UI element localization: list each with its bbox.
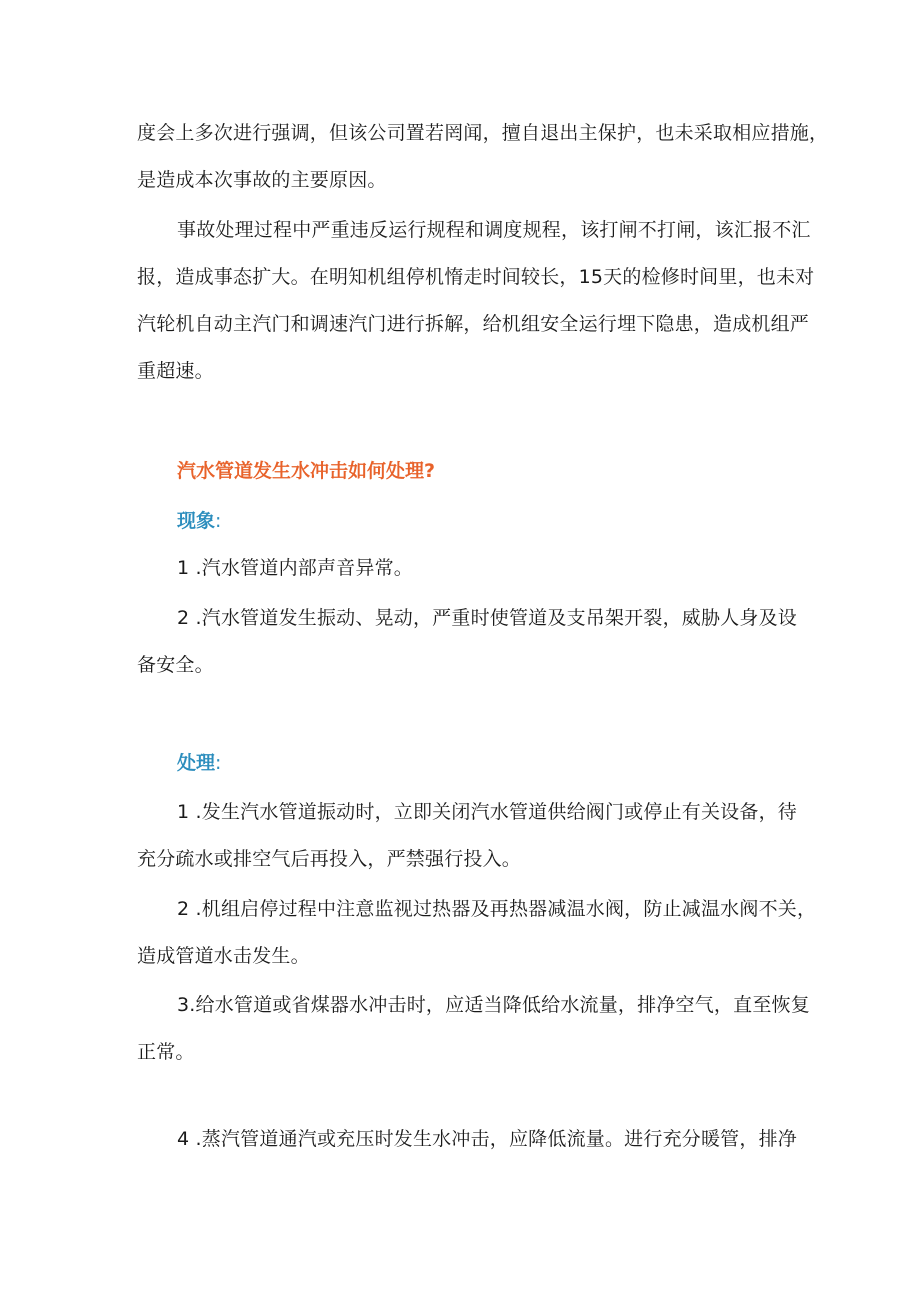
text-line: 度会上多次进行强调，但该公司置若罔闻，擅自退出主保护，也未采取相应措施， — [137, 122, 829, 144]
text-line: 1 .发生汽水管道振动时，立即关闭汽水管道供给阀门或停止有关设备，待 — [177, 801, 797, 823]
text-line: 1 .汽水管道内部声音异常。 — [177, 557, 413, 579]
section-title: 汽水管道发生水冲击如何处理? — [177, 460, 436, 482]
text-line: 充分疏水或排空气后再投入，严禁强行投入。 — [137, 848, 522, 870]
handling-label: 处理 — [177, 752, 216, 774]
text-line: 备安全。 — [137, 654, 214, 676]
text-line: 正常。 — [137, 1041, 195, 1063]
text-line: 2 .汽水管道发生振动、晃动，严重时使管道及支吊架开裂，威胁人身及设 — [177, 607, 797, 629]
text-line: 2 .机组启停过程中注意监视过热器及再热器减温水阀，防止减温水阀不关， — [177, 898, 817, 920]
text-line: 重超速。 — [137, 360, 214, 382]
handling-item-4 — [137, 1116, 797, 1163]
text-line: 是造成本次事故的主要原因。 — [137, 169, 387, 191]
text-line: 事故处理过程中严重违反运行规程和调度规程，该打闸不打闸，该汇报不汇 — [177, 219, 811, 241]
phenomenon-item-1 — [137, 545, 793, 592]
text-line: 4 .蒸汽管道通汽或充压时发生水冲击，应降低流量。进行充分暖管，排净 — [177, 1128, 797, 1150]
text-line: 报，造成事态扩大。在明知机组停机惰走时间较长，15天的检修时间里，也未对 — [137, 266, 815, 288]
text-line: 造成管道水击发生。 — [137, 945, 310, 967]
phenomenon-label: 现象 — [177, 510, 216, 532]
text-line: 汽轮机自动主汽门和调速汽门进行拆解，给机组安全运行埋下隐患，造成机组严 — [137, 313, 810, 335]
phenomenon-item-2 — [137, 595, 797, 689]
paragraph-accident-cause — [137, 110, 829, 204]
handling-item-1 — [137, 789, 797, 883]
handling-item-2 — [137, 886, 817, 980]
paragraph-accident-handling — [137, 207, 815, 395]
phenomenon-heading — [177, 506, 221, 536]
heading-colon: : — [215, 752, 222, 774]
text-line: 3.给水管道或省煤器水冲击时，应适当降低给水流量，排净空气，直至恢复 — [177, 994, 810, 1016]
handling-heading — [177, 748, 221, 778]
heading-colon: : — [215, 510, 222, 532]
handling-item-3 — [137, 982, 810, 1076]
